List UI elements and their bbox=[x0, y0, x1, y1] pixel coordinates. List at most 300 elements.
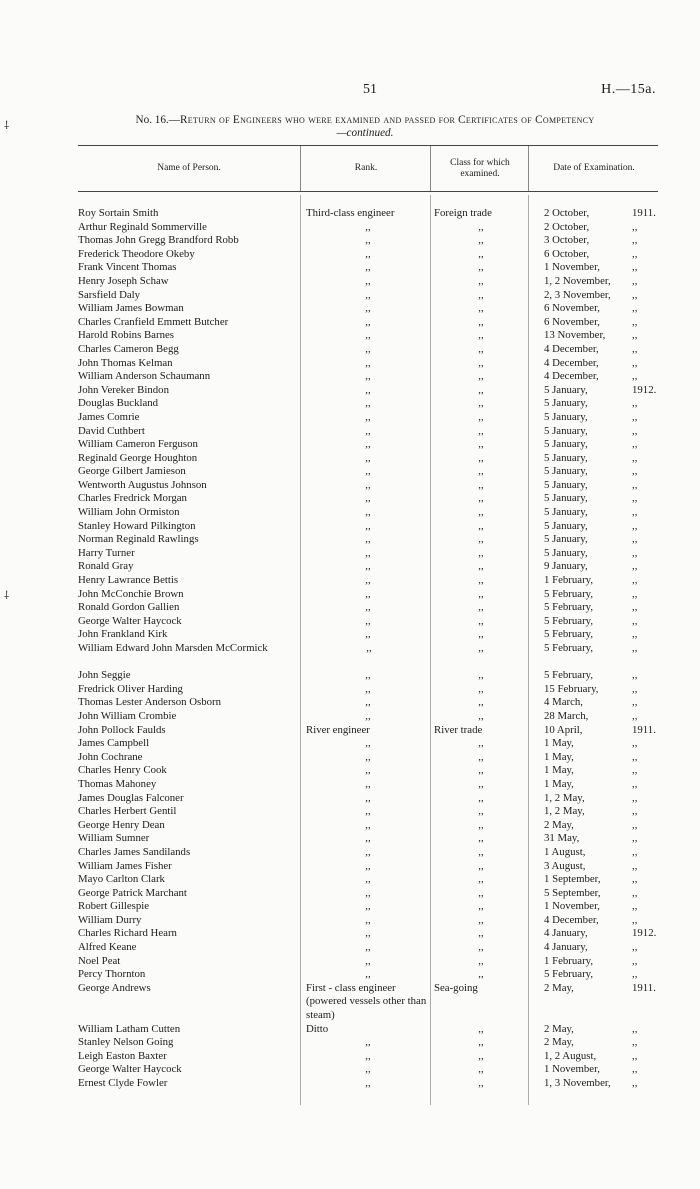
date-cell bbox=[544, 832, 662, 846]
date-cell bbox=[544, 792, 662, 806]
date-cell bbox=[544, 302, 662, 316]
exam-date: 1 September, bbox=[544, 873, 601, 886]
exam-date: 2 May, bbox=[544, 981, 574, 994]
class-cell: ,, bbox=[478, 1049, 484, 1062]
rank-cell: ,, bbox=[365, 696, 371, 709]
exam-year: ,, bbox=[632, 859, 638, 872]
rank-cell: ,, bbox=[365, 791, 371, 804]
table-row bbox=[78, 601, 658, 615]
table-row bbox=[78, 860, 658, 874]
rank-cell: ,, bbox=[365, 329, 371, 342]
exam-year: 1912. bbox=[632, 383, 657, 396]
col-header-rank: Rank. bbox=[300, 146, 431, 191]
person-name: David Cuthbert bbox=[78, 424, 145, 437]
exam-year: ,, bbox=[632, 900, 638, 913]
class-cell: ,, bbox=[478, 954, 484, 967]
class-cell: ,, bbox=[478, 642, 484, 654]
exam-year: 1911. bbox=[632, 207, 656, 219]
exam-year: ,, bbox=[632, 274, 638, 287]
date-cell bbox=[544, 683, 662, 697]
person-name: Ernest Clyde Fowler bbox=[78, 1077, 168, 1090]
rank-cell: ,, bbox=[365, 506, 371, 519]
table-row bbox=[78, 778, 658, 792]
date-cell bbox=[544, 574, 662, 588]
rank-cell: ,, bbox=[365, 941, 371, 954]
exam-year: ,, bbox=[632, 533, 638, 546]
rank-cell: ,, bbox=[365, 438, 371, 451]
rank-cell: ,, bbox=[365, 342, 371, 355]
date-cell bbox=[544, 941, 662, 955]
exam-year: ,, bbox=[632, 845, 638, 858]
exam-date: 2 May, bbox=[544, 818, 574, 831]
rank-cell: ,, bbox=[365, 410, 371, 423]
table-row bbox=[78, 411, 658, 425]
class-cell: ,, bbox=[478, 342, 484, 355]
table-row bbox=[78, 234, 658, 248]
exam-date: 1 August, bbox=[544, 845, 586, 858]
date-cell bbox=[544, 384, 662, 398]
exam-year: ,, bbox=[632, 574, 638, 587]
class-cell: ,, bbox=[478, 302, 484, 315]
table-row bbox=[78, 547, 658, 561]
person-name: Robert Gillespie bbox=[78, 900, 150, 913]
table-row bbox=[78, 941, 658, 955]
table-row bbox=[78, 968, 658, 982]
date-cell bbox=[544, 425, 662, 439]
exam-date: 6 November, bbox=[544, 302, 600, 315]
exam-date: 15 February, bbox=[544, 682, 599, 695]
table-row bbox=[78, 696, 658, 710]
person-name: Reginald George Houghton bbox=[78, 451, 198, 464]
exam-year: ,, bbox=[632, 709, 638, 722]
exam-year: ,, bbox=[632, 1063, 638, 1076]
class-cell: ,, bbox=[478, 274, 484, 287]
col-header-name: Name of Person. bbox=[157, 163, 221, 173]
exam-year: ,, bbox=[632, 614, 638, 627]
date-cell bbox=[544, 873, 662, 887]
person-name: George Walter Haycock bbox=[78, 1063, 182, 1076]
person-name: Thomas Mahoney bbox=[78, 777, 157, 790]
exam-date: 5 January, bbox=[544, 451, 588, 464]
table-row bbox=[78, 574, 658, 588]
rank-cell: ,, bbox=[365, 315, 371, 328]
exam-date: 1 November, bbox=[544, 261, 600, 274]
date-cell bbox=[544, 724, 662, 738]
exam-year: ,, bbox=[632, 805, 638, 818]
person-name: John Pollock Faulds bbox=[78, 723, 166, 736]
rank-cell: ,, bbox=[365, 234, 371, 247]
date-cell bbox=[544, 982, 662, 996]
rank-cell: ,, bbox=[365, 669, 371, 682]
person-name: James Douglas Falconer bbox=[78, 791, 184, 804]
rank-cell: ,, bbox=[365, 764, 371, 777]
table-row bbox=[78, 737, 658, 751]
person-name: William James Bowman bbox=[78, 302, 184, 315]
table-row bbox=[78, 465, 658, 479]
date-cell bbox=[544, 520, 662, 534]
rank-cell: ,, bbox=[365, 274, 371, 287]
class-cell: ,, bbox=[478, 478, 484, 491]
person-name: William Cameron Ferguson bbox=[78, 438, 198, 451]
date-cell bbox=[544, 261, 662, 275]
class-cell: ,, bbox=[478, 370, 484, 383]
table-row bbox=[78, 628, 658, 642]
date-cell bbox=[544, 751, 662, 765]
rank-cell: ,, bbox=[365, 492, 371, 505]
exam-year: ,, bbox=[632, 669, 638, 682]
date-cell bbox=[544, 846, 662, 860]
exam-year: ,, bbox=[632, 506, 638, 519]
rank-cell: ,, bbox=[365, 873, 371, 886]
person-name: Charles Cameron Begg bbox=[78, 342, 179, 355]
rank-cell: Third-class engineer bbox=[306, 207, 395, 219]
exam-date: 2 October, bbox=[544, 207, 590, 219]
table-row bbox=[78, 479, 658, 493]
class-cell: ,, bbox=[478, 356, 484, 369]
rank-cell: First - class engineer (powered vessels other than steam) bbox=[306, 981, 427, 1022]
person-name: Ronald Gray bbox=[78, 560, 134, 573]
person-name: Stanley Nelson Going bbox=[78, 1036, 174, 1049]
date-cell bbox=[544, 533, 662, 547]
rank-cell: ,, bbox=[365, 220, 371, 233]
person-name: Charles James Sandilands bbox=[78, 845, 191, 858]
date-cell bbox=[544, 955, 662, 969]
table-row bbox=[78, 927, 658, 941]
class-cell: ,, bbox=[478, 900, 484, 913]
person-name: John Thomas Kelman bbox=[78, 356, 173, 369]
exam-date: 2 May, bbox=[544, 1036, 574, 1049]
rank-cell: ,, bbox=[365, 288, 371, 301]
exam-date: 6 October, bbox=[544, 247, 590, 260]
col-header-class-line2: examined. bbox=[460, 168, 500, 179]
person-name: George Gilbert Jamieson bbox=[78, 465, 186, 478]
class-cell: Sea-going bbox=[434, 981, 478, 994]
exam-date: 4 January, bbox=[544, 927, 588, 940]
person-name: Roy Sortain Smith bbox=[78, 207, 159, 219]
exam-year: ,, bbox=[632, 1049, 638, 1062]
class-cell: ,, bbox=[478, 845, 484, 858]
person-name: William John Ormiston bbox=[78, 506, 180, 519]
exam-date: 5 January, bbox=[544, 546, 588, 559]
exam-year: ,, bbox=[632, 791, 638, 804]
table-row bbox=[78, 873, 658, 887]
table-row bbox=[78, 846, 658, 860]
class-cell: ,, bbox=[478, 560, 484, 573]
exam-year: ,, bbox=[632, 302, 638, 315]
rank-cell: ,, bbox=[365, 777, 371, 790]
date-cell bbox=[544, 275, 662, 289]
person-name: Charles Herbert Gentil bbox=[78, 805, 177, 818]
table-row bbox=[78, 710, 658, 724]
col-header-date: Date of Examination. bbox=[528, 146, 659, 191]
table-row bbox=[78, 588, 658, 602]
date-cell bbox=[544, 764, 662, 778]
exam-date: 31 May, bbox=[544, 832, 580, 845]
date-cell bbox=[544, 642, 662, 656]
person-name: Arthur Reginald Sommerville bbox=[78, 220, 207, 233]
table-row bbox=[78, 819, 658, 833]
exam-date: 1, 2 May, bbox=[544, 791, 585, 804]
table-row bbox=[78, 1036, 658, 1050]
exam-year: ,, bbox=[632, 873, 638, 886]
margin-mark: ⸸ bbox=[4, 120, 10, 132]
table-row bbox=[78, 724, 658, 738]
rank-cell: ,, bbox=[365, 628, 371, 641]
rank-cell: ,, bbox=[365, 601, 371, 614]
exam-year: ,, bbox=[632, 234, 638, 247]
class-cell: ,, bbox=[478, 886, 484, 899]
exam-year: ,, bbox=[632, 587, 638, 600]
exam-date: 5 January, bbox=[544, 478, 588, 491]
table-row bbox=[78, 900, 658, 914]
exam-year: ,, bbox=[632, 682, 638, 695]
exam-date: 1 May, bbox=[544, 764, 574, 777]
class-cell: ,, bbox=[478, 750, 484, 763]
exam-date: 4 December, bbox=[544, 356, 599, 369]
class-cell: ,, bbox=[478, 737, 484, 750]
exam-date: 5 January, bbox=[544, 465, 588, 478]
exam-date: 1 February, bbox=[544, 954, 594, 967]
person-name: Mayo Carlton Clark bbox=[78, 873, 165, 886]
rank-cell: ,, bbox=[365, 954, 371, 967]
exam-year: ,, bbox=[632, 601, 638, 614]
exam-date: 5 January, bbox=[544, 533, 588, 546]
date-cell bbox=[544, 805, 662, 819]
person-name: Leigh Easton Baxter bbox=[78, 1049, 167, 1062]
person-name: Thomas Lester Anderson Osborn bbox=[78, 696, 222, 709]
rank-cell: ,, bbox=[365, 968, 371, 981]
exam-date: 2, 3 November, bbox=[544, 288, 611, 301]
exam-year: ,, bbox=[632, 764, 638, 777]
exam-year: ,, bbox=[632, 370, 638, 383]
exam-year: ,, bbox=[632, 1022, 638, 1035]
date-cell bbox=[544, 968, 662, 982]
date-cell bbox=[544, 900, 662, 914]
class-cell: Foreign trade bbox=[434, 207, 492, 219]
exam-year: ,, bbox=[632, 478, 638, 491]
person-name: John Seggie bbox=[78, 669, 131, 682]
date-cell bbox=[544, 1023, 662, 1037]
table-row bbox=[78, 357, 658, 371]
exam-year: ,, bbox=[632, 628, 638, 641]
exam-year: ,, bbox=[632, 560, 638, 573]
class-cell: ,, bbox=[478, 533, 484, 546]
exam-date: 5 January, bbox=[544, 492, 588, 505]
date-cell bbox=[544, 547, 662, 561]
exam-year: ,, bbox=[632, 397, 638, 410]
exam-date: 5 January, bbox=[544, 519, 588, 532]
date-cell bbox=[544, 506, 662, 520]
date-cell bbox=[544, 927, 662, 941]
exam-year: 1911. bbox=[632, 723, 656, 736]
class-cell: ,, bbox=[478, 383, 484, 396]
exam-year: ,, bbox=[632, 424, 638, 437]
exam-date: 1 February, bbox=[544, 574, 594, 587]
table-row bbox=[78, 329, 658, 343]
person-name: Frank Vincent Thomas bbox=[78, 261, 177, 274]
person-name: Wentworth Augustus Johnson bbox=[78, 478, 207, 491]
class-cell: ,, bbox=[478, 546, 484, 559]
table-row bbox=[78, 221, 658, 235]
class-cell: ,, bbox=[478, 315, 484, 328]
exam-date: 3 October, bbox=[544, 234, 590, 247]
exam-year: ,, bbox=[632, 777, 638, 790]
class-cell: ,, bbox=[478, 601, 484, 614]
rank-cell: ,, bbox=[365, 574, 371, 587]
exam-year: ,, bbox=[632, 465, 638, 478]
rank-cell: ,, bbox=[365, 886, 371, 899]
exam-date: 5 January, bbox=[544, 397, 588, 410]
date-cell bbox=[544, 397, 662, 411]
person-name: John Frankland Kirk bbox=[78, 628, 168, 641]
exam-year: ,, bbox=[632, 410, 638, 423]
table-row bbox=[78, 1063, 658, 1077]
person-name: George Andrews bbox=[78, 981, 151, 994]
class-cell: ,, bbox=[478, 1022, 484, 1035]
exam-year: ,, bbox=[632, 954, 638, 967]
rank-cell: ,, bbox=[365, 900, 371, 913]
table-row bbox=[78, 438, 658, 452]
date-cell bbox=[544, 860, 662, 874]
exam-year: 1911. bbox=[632, 981, 656, 994]
rank-cell: ,, bbox=[365, 383, 371, 396]
class-cell: ,, bbox=[478, 288, 484, 301]
rank-cell: ,, bbox=[365, 614, 371, 627]
rank-cell: ,, bbox=[365, 913, 371, 926]
table-row bbox=[78, 764, 658, 778]
table-row bbox=[78, 248, 658, 262]
table-row bbox=[78, 452, 658, 466]
exam-year: ,, bbox=[632, 315, 638, 328]
table-row bbox=[78, 384, 658, 398]
date-cell bbox=[544, 887, 662, 901]
rank-cell: ,, bbox=[365, 709, 371, 722]
rank-cell: ,, bbox=[365, 370, 371, 383]
date-cell bbox=[544, 207, 662, 221]
exam-year: ,, bbox=[632, 356, 638, 369]
person-name: Harold Robins Barnes bbox=[78, 329, 174, 342]
exam-date: 1, 3 November, bbox=[544, 1077, 611, 1090]
date-cell bbox=[544, 357, 662, 371]
class-cell: ,, bbox=[478, 696, 484, 709]
col-header-class bbox=[430, 146, 529, 191]
table-row bbox=[78, 792, 658, 806]
class-cell: ,, bbox=[478, 451, 484, 464]
class-cell: River trade bbox=[434, 723, 483, 736]
class-cell: ,, bbox=[478, 424, 484, 437]
person-name: William Durry bbox=[78, 913, 142, 926]
table-row bbox=[78, 289, 658, 303]
table-row bbox=[78, 343, 658, 357]
date-cell bbox=[544, 234, 662, 248]
date-cell bbox=[544, 560, 662, 574]
person-name: Henry Joseph Schaw bbox=[78, 274, 169, 287]
exam-date: 5 February, bbox=[544, 587, 594, 600]
person-name: Charles Fredrick Morgan bbox=[78, 492, 187, 505]
exam-year: ,, bbox=[632, 642, 638, 654]
table-row bbox=[78, 642, 658, 669]
exam-date: 4 March, bbox=[544, 696, 583, 709]
date-cell bbox=[544, 669, 662, 683]
class-cell: ,, bbox=[478, 682, 484, 695]
date-cell bbox=[544, 438, 662, 452]
table-row bbox=[78, 425, 658, 439]
person-name: George Walter Haycock bbox=[78, 614, 182, 627]
person-name: Charles Richard Hearn bbox=[78, 927, 177, 940]
rank-cell: ,, bbox=[365, 424, 371, 437]
exam-date: 5 January, bbox=[544, 383, 588, 396]
table-title bbox=[70, 114, 660, 140]
rank-cell: ,, bbox=[365, 302, 371, 315]
table-row bbox=[78, 302, 658, 316]
person-name: John Cochrane bbox=[78, 750, 143, 763]
rank-cell: ,, bbox=[365, 546, 371, 559]
person-name: John McConchie Brown bbox=[78, 587, 184, 600]
exam-date: 4 December, bbox=[544, 913, 599, 926]
person-name: John Vereker Bindon bbox=[78, 383, 169, 396]
class-cell: ,, bbox=[478, 506, 484, 519]
table-row bbox=[78, 669, 658, 683]
table-header bbox=[78, 145, 658, 192]
person-name: Fredrick Oliver Harding bbox=[78, 682, 183, 695]
person-name: George Patrick Marchant bbox=[78, 886, 187, 899]
exam-date: 5 February, bbox=[544, 614, 594, 627]
exam-year: ,, bbox=[632, 913, 638, 926]
date-cell bbox=[544, 628, 662, 642]
table-row bbox=[78, 533, 658, 547]
date-cell bbox=[544, 221, 662, 235]
table-row bbox=[78, 887, 658, 901]
class-cell: ,, bbox=[478, 764, 484, 777]
person-name: George Henry Dean bbox=[78, 818, 165, 831]
exam-year: ,, bbox=[632, 886, 638, 899]
class-cell: ,, bbox=[478, 859, 484, 872]
person-name: Ronald Gordon Gallien bbox=[78, 601, 180, 614]
exam-date: 1 November, bbox=[544, 900, 600, 913]
class-cell: ,, bbox=[478, 234, 484, 247]
exam-year: ,, bbox=[632, 546, 638, 559]
rank-cell: ,, bbox=[365, 261, 371, 274]
exam-date: 1, 2 November, bbox=[544, 274, 611, 287]
class-cell: ,, bbox=[478, 220, 484, 233]
date-cell bbox=[544, 737, 662, 751]
exam-year: ,, bbox=[632, 451, 638, 464]
person-name: Thomas John Gregg Brandford Robb bbox=[78, 234, 239, 247]
exam-year: ,, bbox=[632, 1077, 638, 1090]
date-cell bbox=[544, 479, 662, 493]
table-row bbox=[78, 955, 658, 969]
class-cell: ,, bbox=[478, 614, 484, 627]
date-cell bbox=[544, 248, 662, 262]
exam-year: ,, bbox=[632, 750, 638, 763]
exam-date: 5 February, bbox=[544, 601, 594, 614]
title-prefix: No. 16.— bbox=[135, 114, 180, 126]
class-cell: ,, bbox=[478, 805, 484, 818]
table-row bbox=[78, 560, 658, 574]
date-cell bbox=[544, 329, 662, 343]
person-name: Noel Peat bbox=[78, 954, 121, 967]
table-row bbox=[78, 506, 658, 520]
exam-year: ,, bbox=[632, 696, 638, 709]
rank-cell: ,, bbox=[365, 805, 371, 818]
rank-cell: ,, bbox=[365, 845, 371, 858]
exam-date: 5 February, bbox=[544, 628, 594, 641]
date-cell bbox=[544, 588, 662, 602]
rank-cell: ,, bbox=[365, 478, 371, 491]
exam-year: ,, bbox=[632, 1036, 638, 1049]
exam-year: ,, bbox=[632, 342, 638, 355]
class-cell: ,, bbox=[478, 873, 484, 886]
